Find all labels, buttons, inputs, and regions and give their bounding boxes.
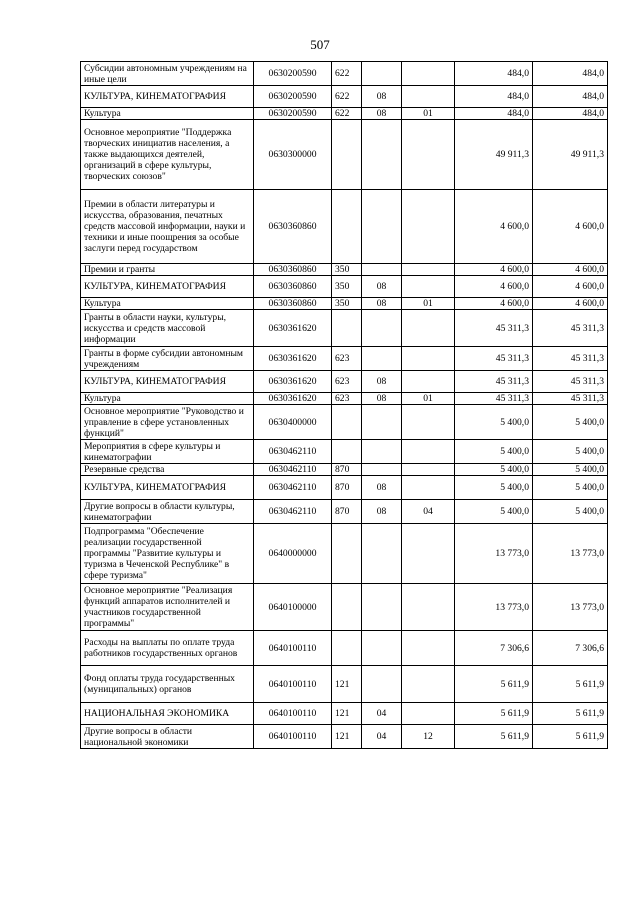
row-amount-2: 484,0	[533, 108, 608, 120]
row-amount-2: 5 400,0	[533, 500, 608, 524]
table-row	[81, 500, 608, 524]
row-amount-2: 45 311,3	[533, 347, 608, 371]
table-row	[81, 405, 608, 440]
row-target-article: 0630360860	[254, 190, 332, 264]
row-amount-1: 49 911,3	[455, 120, 533, 190]
table-row	[81, 347, 608, 371]
row-target-article: 0630462110	[254, 476, 332, 500]
row-section: 04	[362, 725, 402, 749]
row-amount-2: 49 911,3	[533, 120, 608, 190]
row-expense-type	[332, 524, 362, 584]
row-expense-type: 623	[332, 371, 362, 393]
row-target-article: 0630300000	[254, 120, 332, 190]
row-name: Премии в области литературы и искусства, образования, печатных средств массовой информации, науки и техники и иные поощрения за особые заслуги перед государством	[81, 190, 254, 264]
row-amount-1: 45 311,3	[455, 310, 533, 347]
row-amount-1: 4 600,0	[455, 276, 533, 298]
row-target-article: 0630462110	[254, 440, 332, 464]
row-subsection	[402, 703, 455, 725]
row-amount-2: 5 611,9	[533, 725, 608, 749]
row-name: Другие вопросы в области национальной экономики	[81, 725, 254, 749]
row-amount-2: 4 600,0	[533, 190, 608, 264]
row-expense-type: 121	[332, 703, 362, 725]
row-amount-2: 13 773,0	[533, 584, 608, 631]
row-name: Основное мероприятие "Руководство и управление в сфере установленных функций"	[81, 405, 254, 440]
row-expense-type: 121	[332, 666, 362, 703]
row-target-article: 0630361620	[254, 310, 332, 347]
row-subsection	[402, 371, 455, 393]
row-amount-2: 484,0	[533, 86, 608, 108]
row-name: Основное мероприятие "Реализация функций аппаратов исполнителей и участников государственной программы"	[81, 584, 254, 631]
row-subsection	[402, 584, 455, 631]
row-section	[362, 310, 402, 347]
row-target-article: 0630200590	[254, 108, 332, 120]
row-target-article: 0640100110	[254, 703, 332, 725]
row-amount-2: 4 600,0	[533, 264, 608, 276]
row-section: 08	[362, 108, 402, 120]
row-target-article: 0630361620	[254, 393, 332, 405]
row-amount-1: 484,0	[455, 86, 533, 108]
row-name: Другие вопросы в области культуры, кинематографии	[81, 500, 254, 524]
row-amount-2: 5 400,0	[533, 405, 608, 440]
row-amount-2: 45 311,3	[533, 393, 608, 405]
row-subsection	[402, 524, 455, 584]
table-row	[81, 310, 608, 347]
row-amount-1: 13 773,0	[455, 524, 533, 584]
row-amount-2: 13 773,0	[533, 524, 608, 584]
row-amount-1: 5 400,0	[455, 476, 533, 500]
table-row	[81, 631, 608, 666]
row-section	[362, 666, 402, 703]
row-subsection	[402, 631, 455, 666]
page-number: 507	[310, 37, 330, 52]
table-row	[81, 584, 608, 631]
row-target-article: 0640000000	[254, 524, 332, 584]
row-expense-type: 870	[332, 500, 362, 524]
table-row	[81, 190, 608, 264]
row-section	[362, 120, 402, 190]
row-target-article: 0640100110	[254, 725, 332, 749]
row-amount-1: 45 311,3	[455, 371, 533, 393]
row-name: КУЛЬТУРА, КИНЕМАТОГРАФИЯ	[81, 476, 254, 500]
row-section: 08	[362, 500, 402, 524]
row-name: Расходы на выплаты по оплате труда работников государственных органов	[81, 631, 254, 666]
row-amount-1: 5 611,9	[455, 666, 533, 703]
row-amount-1: 5 400,0	[455, 440, 533, 464]
row-amount-1: 4 600,0	[455, 264, 533, 276]
row-expense-type	[332, 631, 362, 666]
row-amount-2: 5 400,0	[533, 476, 608, 500]
row-target-article: 0630360860	[254, 298, 332, 310]
row-name: Гранты в форме субсидии автономным учреждениям	[81, 347, 254, 371]
row-target-article: 0630200590	[254, 86, 332, 108]
row-name: Основное мероприятие "Поддержка творческих инициатив населения, а также выдающихся деятелей, организаций в сфере культуры, творческих союзов"	[81, 120, 254, 190]
row-amount-2: 7 306,6	[533, 631, 608, 666]
row-name: Премии и гранты	[81, 264, 254, 276]
table-row	[81, 703, 608, 725]
table-row	[81, 264, 608, 276]
row-expense-type: 622	[332, 108, 362, 120]
row-expense-type: 870	[332, 476, 362, 500]
row-expense-type: 350	[332, 264, 362, 276]
row-subsection	[402, 62, 455, 86]
row-section	[362, 631, 402, 666]
table-row	[81, 666, 608, 703]
row-subsection	[402, 440, 455, 464]
row-expense-type: 121	[332, 725, 362, 749]
row-target-article: 0630462110	[254, 464, 332, 476]
row-section	[362, 584, 402, 631]
row-name: Гранты в области науки, культуры, искусства и средств массовой информации	[81, 310, 254, 347]
row-name: Фонд оплаты труда государственных (муниципальных) органов	[81, 666, 254, 703]
row-target-article: 0630400000	[254, 405, 332, 440]
row-target-article: 0640100000	[254, 584, 332, 631]
row-amount-2: 4 600,0	[533, 276, 608, 298]
row-name: НАЦИОНАЛЬНАЯ ЭКОНОМИКА	[81, 703, 254, 725]
row-amount-1: 13 773,0	[455, 584, 533, 631]
table-row	[81, 120, 608, 190]
row-target-article: 0640100110	[254, 631, 332, 666]
row-section	[362, 190, 402, 264]
row-amount-2: 5 611,9	[533, 703, 608, 725]
row-amount-1: 4 600,0	[455, 298, 533, 310]
row-section: 08	[362, 476, 402, 500]
table-row	[81, 108, 608, 120]
table-row	[81, 62, 608, 86]
row-expense-type: 350	[332, 298, 362, 310]
budget-table-body	[81, 62, 608, 749]
row-expense-type	[332, 190, 362, 264]
row-section: 04	[362, 703, 402, 725]
row-expense-type	[332, 405, 362, 440]
row-target-article: 0630361620	[254, 347, 332, 371]
row-section: 08	[362, 371, 402, 393]
row-target-article: 0630360860	[254, 264, 332, 276]
row-name: КУЛЬТУРА, КИНЕМАТОГРАФИЯ	[81, 276, 254, 298]
row-subsection: 12	[402, 725, 455, 749]
row-expense-type: 622	[332, 86, 362, 108]
row-subsection	[402, 276, 455, 298]
row-name: Подпрограмма "Обеспечение реализации государственной программы "Развитие культуры и туризма в Чеченской Республике" в сфере туризма"	[81, 524, 254, 584]
row-amount-2: 45 311,3	[533, 310, 608, 347]
row-amount-1: 7 306,6	[455, 631, 533, 666]
row-amount-1: 5 611,9	[455, 703, 533, 725]
row-amount-2: 5 611,9	[533, 666, 608, 703]
row-subsection: 01	[402, 393, 455, 405]
table-row	[81, 440, 608, 464]
row-expense-type	[332, 440, 362, 464]
row-name: Резервные средства	[81, 464, 254, 476]
row-name: Культура	[81, 108, 254, 120]
row-section	[362, 405, 402, 440]
row-name: КУЛЬТУРА, КИНЕМАТОГРАФИЯ	[81, 86, 254, 108]
table-row	[81, 276, 608, 298]
row-subsection	[402, 120, 455, 190]
row-subsection: 01	[402, 108, 455, 120]
row-section: 08	[362, 86, 402, 108]
row-expense-type	[332, 584, 362, 631]
table-row	[81, 371, 608, 393]
row-name: Мероприятия в сфере культуры и кинематографии	[81, 440, 254, 464]
row-amount-1: 484,0	[455, 108, 533, 120]
row-subsection	[402, 264, 455, 276]
table-row	[81, 725, 608, 749]
row-section	[362, 62, 402, 86]
row-subsection	[402, 464, 455, 476]
row-target-article: 0630361620	[254, 371, 332, 393]
row-amount-1: 484,0	[455, 62, 533, 86]
row-section	[362, 347, 402, 371]
row-expense-type: 350	[332, 276, 362, 298]
row-amount-2: 4 600,0	[533, 298, 608, 310]
row-expense-type: 622	[332, 62, 362, 86]
table-row	[81, 393, 608, 405]
row-expense-type	[332, 120, 362, 190]
row-expense-type: 623	[332, 393, 362, 405]
row-subsection: 04	[402, 500, 455, 524]
row-section: 08	[362, 276, 402, 298]
row-amount-2: 484,0	[533, 62, 608, 86]
row-subsection	[402, 405, 455, 440]
row-name: Культура	[81, 393, 254, 405]
row-amount-2: 45 311,3	[533, 371, 608, 393]
row-amount-1: 5 400,0	[455, 464, 533, 476]
row-subsection	[402, 347, 455, 371]
row-expense-type: 870	[332, 464, 362, 476]
row-name: Субсидии автономным учреждениям на иные цели	[81, 62, 254, 86]
row-section	[362, 264, 402, 276]
row-amount-1: 5 611,9	[455, 725, 533, 749]
row-target-article: 0630360860	[254, 276, 332, 298]
row-subsection	[402, 666, 455, 703]
row-section	[362, 524, 402, 584]
row-section	[362, 440, 402, 464]
row-amount-2: 5 400,0	[533, 464, 608, 476]
row-expense-type: 623	[332, 347, 362, 371]
table-row	[81, 464, 608, 476]
row-name: Культура	[81, 298, 254, 310]
row-subsection	[402, 190, 455, 264]
row-target-article: 0640100110	[254, 666, 332, 703]
table-row	[81, 86, 608, 108]
row-name: КУЛЬТУРА, КИНЕМАТОГРАФИЯ	[81, 371, 254, 393]
table-row	[81, 298, 608, 310]
row-section	[362, 464, 402, 476]
row-target-article: 0630200590	[254, 62, 332, 86]
row-amount-1: 5 400,0	[455, 405, 533, 440]
row-section: 08	[362, 393, 402, 405]
row-amount-1: 4 600,0	[455, 190, 533, 264]
row-amount-2: 5 400,0	[533, 440, 608, 464]
row-target-article: 0630462110	[254, 500, 332, 524]
row-subsection	[402, 476, 455, 500]
row-subsection: 01	[402, 298, 455, 310]
row-amount-1: 5 400,0	[455, 500, 533, 524]
row-expense-type	[332, 310, 362, 347]
row-subsection	[402, 310, 455, 347]
row-amount-1: 45 311,3	[455, 347, 533, 371]
budget-table	[80, 61, 608, 749]
table-row	[81, 524, 608, 584]
table-row	[81, 476, 608, 500]
row-amount-1: 45 311,3	[455, 393, 533, 405]
row-subsection	[402, 86, 455, 108]
row-section: 08	[362, 298, 402, 310]
